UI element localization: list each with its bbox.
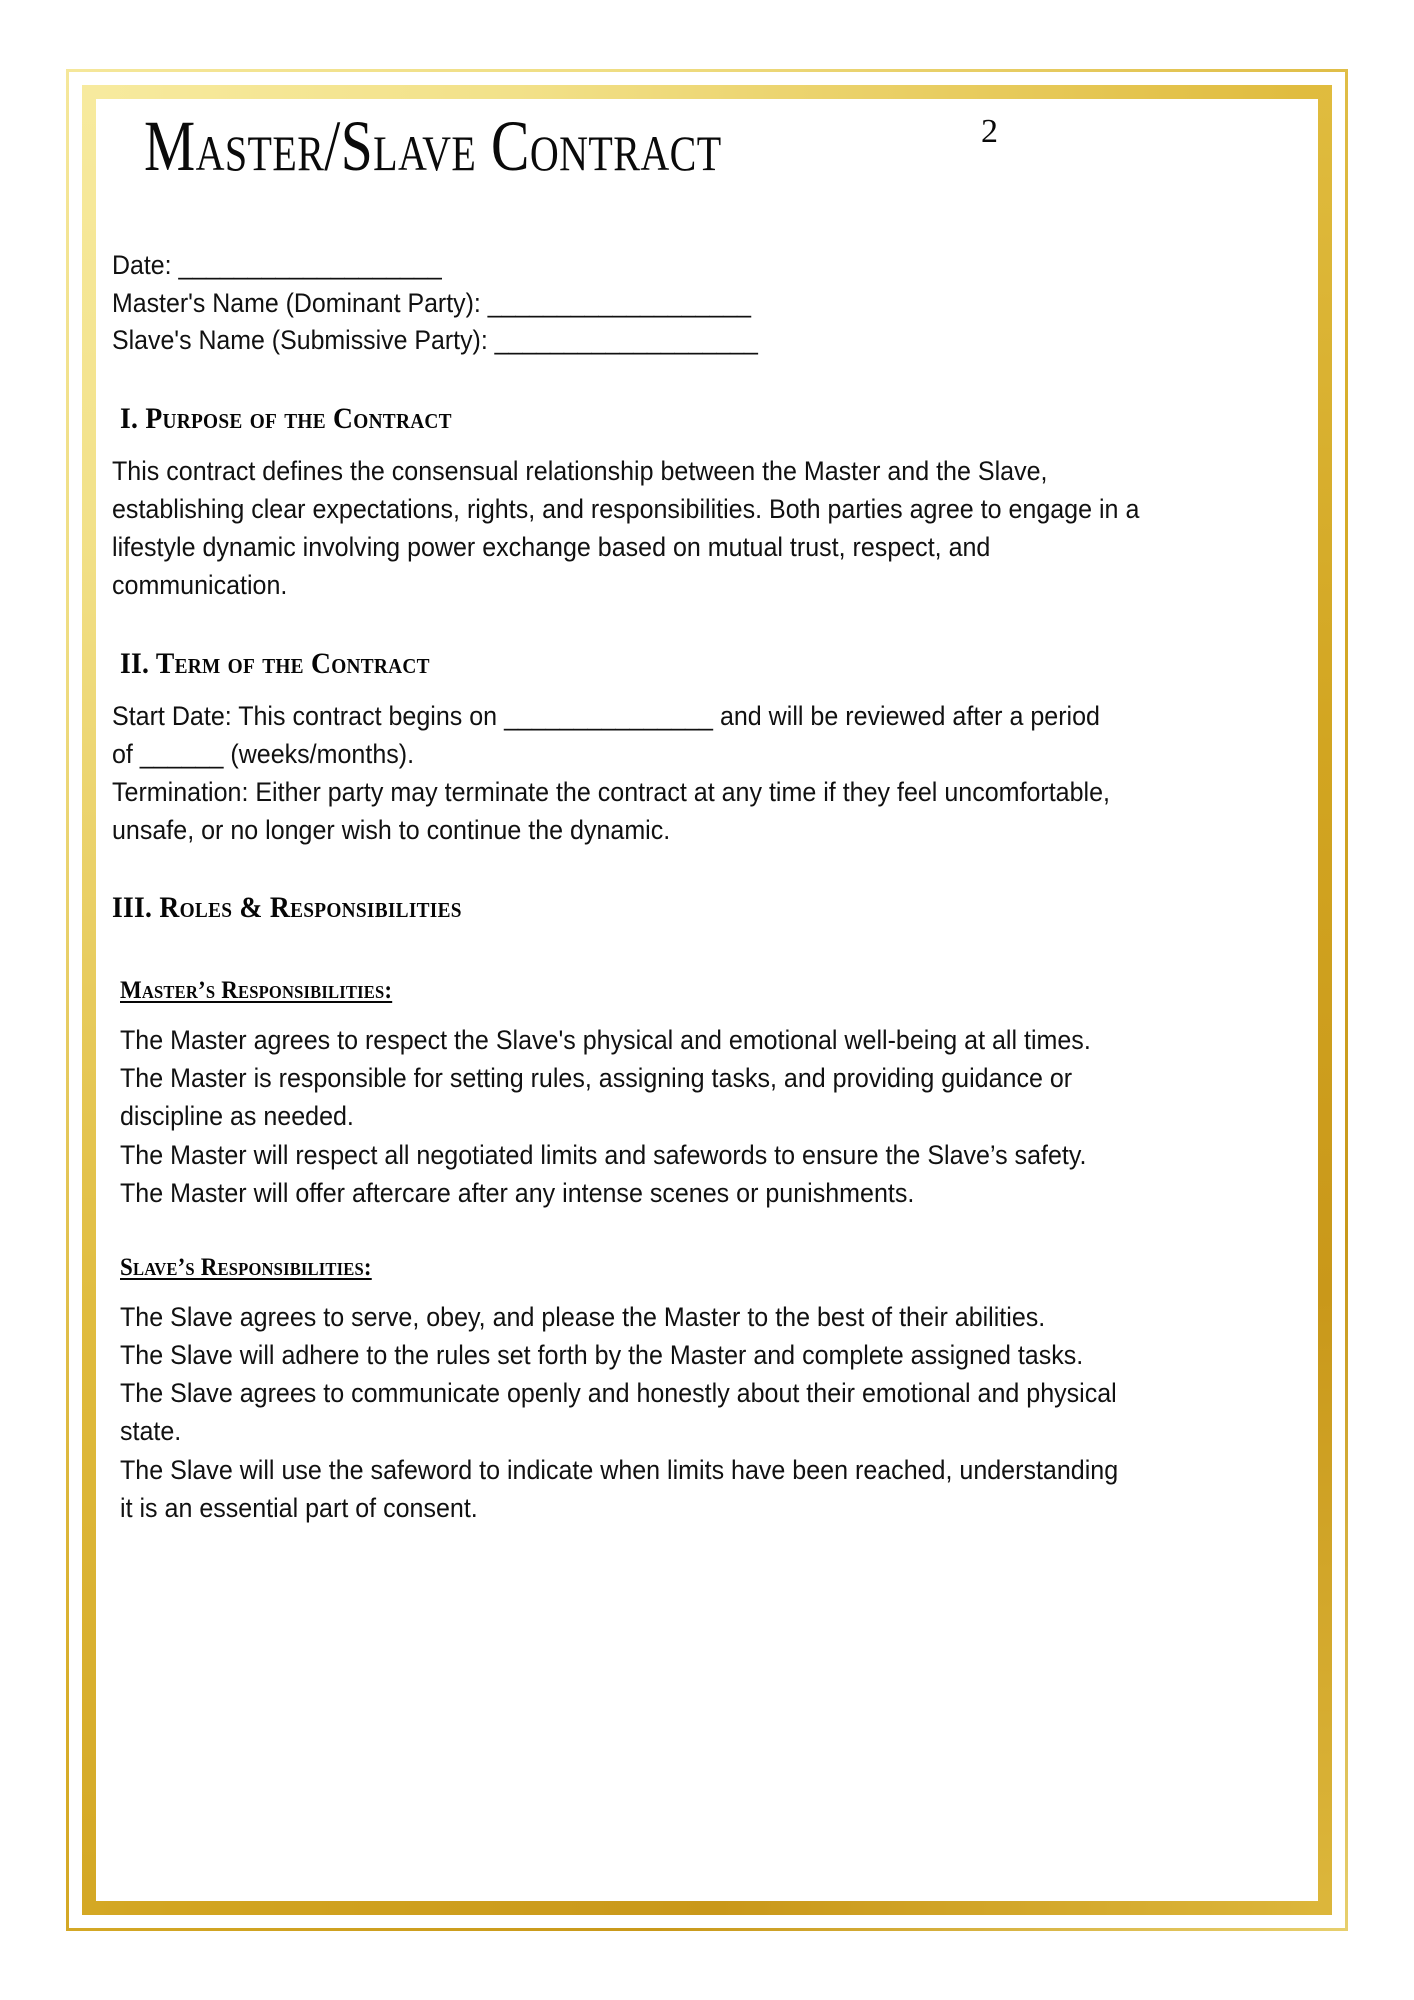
section-purpose [112, 402, 1262, 605]
master-responsibility-item: The Master will offer aftercare after any intense scenes or punishments. [120, 1177, 915, 1208]
section-heading-term: II. Term of the Contract [120, 646, 430, 680]
title-row [96, 107, 1318, 217]
section-term-start-date: Start Date: This contract begins on _______________ and will be reviewed after a period of ______ (weeks/months). [112, 700, 1100, 769]
master-responsibility-item: The Master is responsible for setting rules, assigning tasks, and providing guidance or discipline as needed. [120, 1063, 1073, 1132]
field-master-name: Master's Name (Dominant Party): ___________________ [112, 287, 751, 318]
section-heading-roles: III. Roles & Responsibilities [112, 891, 462, 925]
document-content [96, 99, 1318, 1901]
master-responsibility-item: The Master agrees to respect the Slave's physical and emotional well-being at all times. [120, 1025, 1091, 1056]
slave-responsibility-item: The Slave will use the safeword to indicate when limits have been reached, understanding it is an essential part of consent. [120, 1454, 1119, 1523]
subsection-slave-responsibilities [112, 1254, 1262, 1527]
page-number: 2 [981, 113, 998, 150]
page-title: Master/Slave Contract [144, 106, 722, 186]
subsection-master-responsibilities [112, 977, 1262, 1212]
section-term [112, 647, 1262, 850]
section-heading-purpose: I. Purpose of the Contract [120, 401, 452, 435]
header-fields [112, 247, 1262, 360]
field-date: Date: ___________________ [112, 250, 442, 280]
section-roles [112, 891, 1262, 1527]
section-purpose-paragraph: This contract defines the consensual relationship between the Master and the Slave, establishing clear expectations, rights, and responsibilities. Both parties agree to engage in a lifestyle dynamic involving power exchange based on mutual trust, respect, and communication. [112, 455, 1140, 601]
master-responsibility-item: The Master will respect all negotiated limits and safewords to ensure the Slave’s safety. [120, 1139, 1087, 1170]
section-term-termination: Termination: Either party may terminate the contract at any time if they feel uncomfortable, unsafe, or no longer wish to continue the dynamic. [112, 776, 1110, 845]
slave-responsibility-item: The Slave agrees to communicate openly and honestly about their emotional and physical state. [120, 1378, 1117, 1447]
field-slave-name: Slave's Name (Submissive Party): ___________________ [112, 325, 758, 356]
slave-responsibility-item: The Slave will adhere to the rules set forth by the Master and complete assigned tasks. [120, 1340, 1084, 1371]
subheading-master-responsibilities: Master’s Responsibilities: [120, 977, 393, 1005]
slave-responsibility-item: The Slave agrees to serve, obey, and please the Master to the best of their abilities. [120, 1301, 1046, 1332]
subheading-slave-responsibilities: Slave’s Responsibilities: [120, 1253, 372, 1281]
